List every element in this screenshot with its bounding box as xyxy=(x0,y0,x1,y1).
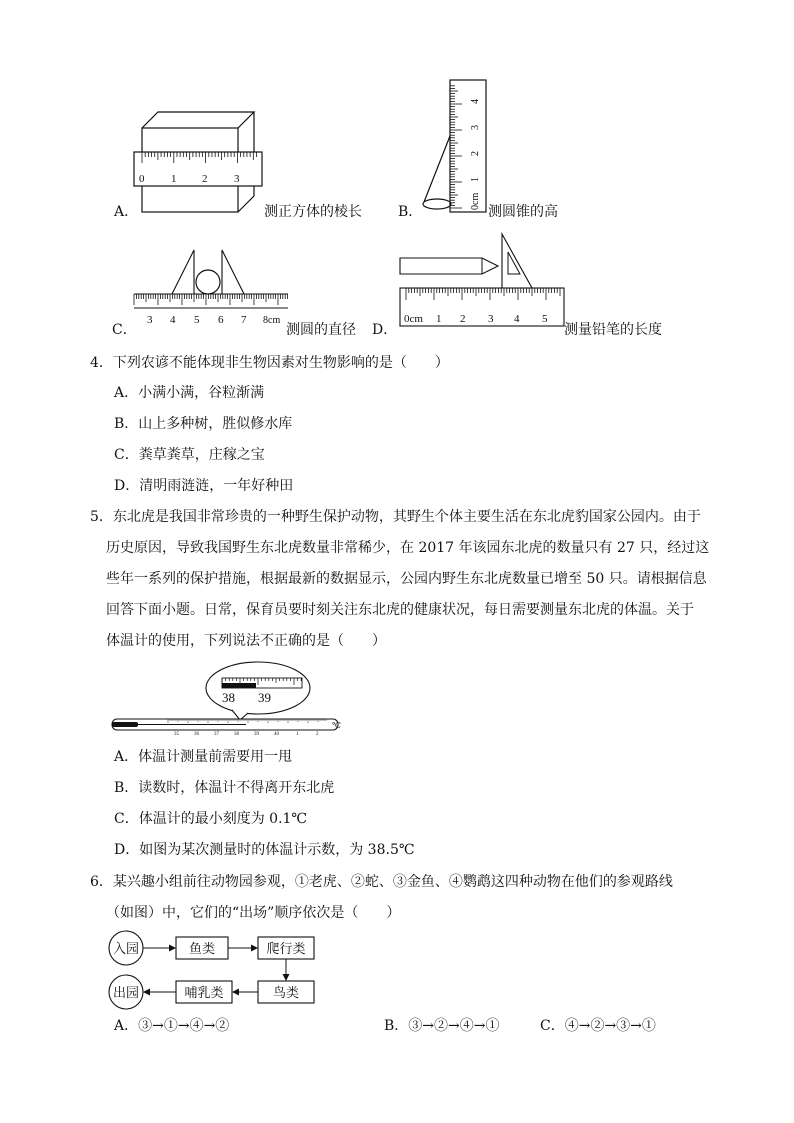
q6-option-c: C．④→②→③→① xyxy=(540,1018,656,1034)
ruler-c-tick-label: 3 xyxy=(147,314,153,326)
flow-start: 入园 xyxy=(112,941,140,956)
flow-end: 出园 xyxy=(112,985,140,1000)
flow-node-bird: 鸟类 xyxy=(272,985,300,1000)
q5-stem-line: 历史原因，导致我国野生东北虎数量非常稀少，在 2017 年该园东北虎的数量只有 27 只，经过这 xyxy=(106,540,710,556)
thermo-scale-label: 35 xyxy=(174,732,179,736)
q6-option-a: A．③→①→④→② xyxy=(114,1018,230,1034)
q5-option-c: C．体温计的最小刻度为 0.1℃ xyxy=(114,811,308,827)
q4-option-a: A．小满小满，谷粒渐满 xyxy=(114,385,265,401)
q4-stem: 4．下列农谚不能体现非生物因素对生物影响的是（ ） xyxy=(90,355,449,371)
q5-option-d: D．如图为某次测量时的体温计示数，为 38.5℃ xyxy=(114,842,415,858)
ruler-c-tick-label: 6 xyxy=(218,314,224,326)
thermo-scale-label: 40 xyxy=(274,732,279,736)
option-a-letter: A． xyxy=(114,204,139,220)
q5-option-b: B．读数时，体温计不得离开东北虎 xyxy=(114,780,335,796)
ruler-b-tick-label: 2 xyxy=(470,151,481,156)
ruler-d-tick-label: 3 xyxy=(488,313,494,325)
ruler-c-tick-label: 7 xyxy=(241,314,247,326)
ruler-b-tick-label: 4 xyxy=(470,99,481,104)
option-a-caption: 测正方体的棱长 xyxy=(264,204,362,220)
q5-stem-line: 回答下面小题。日常，保育员要时刻关注东北虎的健康状况，每日需要测量东北虎的体温。关于 xyxy=(106,602,694,618)
ruler-b-tick-label: 1 xyxy=(470,177,481,182)
ruler-c-tick-label: 8cm xyxy=(263,315,281,326)
option-d-letter: D． xyxy=(372,322,398,338)
thermo-scale-label: 39 xyxy=(254,732,259,736)
q6-option-b: B．③→②→④→① xyxy=(384,1018,500,1034)
ruler-b-tick-label: 0cm xyxy=(470,192,481,210)
flow-node-reptile: 爬行类 xyxy=(266,941,306,956)
ruler-d-tick-label: 1 xyxy=(436,313,442,325)
thermo-unit: ℃ xyxy=(332,721,341,730)
ruler-a-tick-label: 3 xyxy=(234,173,240,185)
ruler-a-tick-label: 0 xyxy=(139,173,145,185)
zoom-label-39: 39 xyxy=(258,690,271,705)
q4-option-c: C．粪草粪草，庄稼之宝 xyxy=(114,447,265,463)
q5-stem-line: 5．东北虎是我国非常珍贵的一种野生保护动物，其野生个体主要生活在东北虎豹国家公园内。由于 xyxy=(90,509,701,525)
flow-node-fish: 鱼类 xyxy=(188,941,216,956)
q4-option-d: D．清明雨涟涟，一年好种田 xyxy=(114,478,294,494)
option-c-letter: C． xyxy=(112,322,137,338)
thermometer-figure xyxy=(108,660,348,736)
ruler-d-tick-label: 4 xyxy=(514,313,520,325)
ruler-d-tick-label: 2 xyxy=(460,313,466,325)
thermo-scale-label: 36 xyxy=(194,732,199,736)
option-d-caption: 测量铅笔的长度 xyxy=(564,322,662,338)
figure-c-circle-triangles xyxy=(132,244,292,332)
thermo-scale-label: 37 xyxy=(214,732,219,736)
q6-stem-line: （如图）中，它们的“出场”顺序依次是（ ） xyxy=(106,905,401,921)
ruler-a-tick-label: 2 xyxy=(202,173,208,185)
figure-b-cone-ruler xyxy=(420,78,490,218)
option-c-caption: 测圆的直径 xyxy=(286,322,356,338)
figure-d-pencil-ruler xyxy=(396,230,568,330)
thermo-scale-label: 1 xyxy=(296,732,299,736)
thermo-scale-label: 38 xyxy=(234,732,239,736)
q5-stem-line: 体温计的使用，下列说法不正确的是（ ） xyxy=(106,633,386,649)
ruler-d-tick-label: 0cm xyxy=(404,313,423,325)
ruler-d-tick-label: 5 xyxy=(542,313,548,325)
zoom-label-38: 38 xyxy=(222,690,235,705)
figure-a-cube-ruler xyxy=(128,104,268,216)
q4-option-b: B．山上多种树，胜似修水库 xyxy=(114,416,293,432)
flow-node-mammal: 哺乳类 xyxy=(184,985,224,1000)
option-b-letter: B． xyxy=(398,204,423,220)
option-b-caption: 测圆锥的高 xyxy=(488,204,558,220)
q5-option-a: A．体温计测量前需要用一甩 xyxy=(114,749,293,765)
ruler-c-tick-label: 4 xyxy=(170,314,176,326)
thermo-scale-label: 2 xyxy=(316,732,319,736)
ruler-a-tick-label: 1 xyxy=(171,173,177,185)
ruler-b-tick-label: 3 xyxy=(470,125,481,130)
q5-stem-line: 些年一系列的保护措施，根据最新的数据显示，公园内野生东北虎数量已增至 50 只。请根据信息 xyxy=(106,571,707,587)
ruler-c-tick-label: 5 xyxy=(194,314,200,326)
zoo-route-flowchart xyxy=(106,930,336,1010)
q6-stem-line: 6．某兴趣小组前往动物园参观，①老虎、②蛇、③金鱼、④鹦鹉这四种动物在他们的参观路线 xyxy=(90,874,673,890)
